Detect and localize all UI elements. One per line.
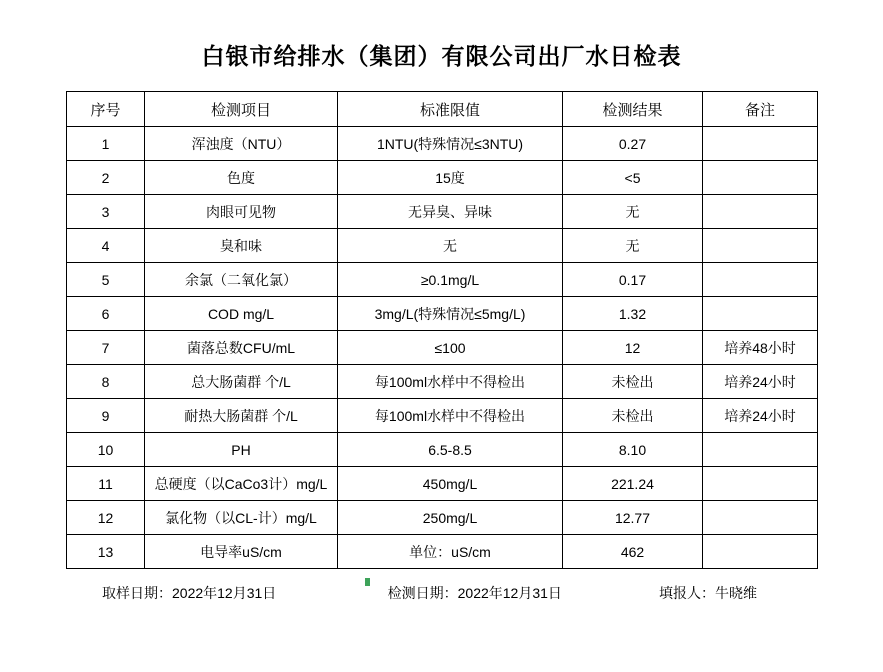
cell-item: PH (145, 433, 338, 467)
cell-standard: 15度 (338, 161, 563, 195)
cell-result: 1.32 (563, 297, 703, 331)
table-row (67, 297, 818, 331)
cell-standard: 单位：uS/cm (338, 535, 563, 569)
cell-standard: 每100ml水样中不得检出 (338, 399, 563, 433)
table-row (67, 365, 818, 399)
cell-no: 2 (67, 161, 145, 195)
table-row (67, 263, 818, 297)
table-row (67, 467, 818, 501)
cell-standard: 6.5-8.5 (338, 433, 563, 467)
cell-no: 6 (67, 297, 145, 331)
green-marker (365, 578, 370, 586)
cell-standard: 无 (338, 229, 563, 263)
cell-result: 462 (563, 535, 703, 569)
cell-item: 氯化物（以CL-计）mg/L (145, 501, 338, 535)
cell-note (703, 127, 818, 161)
cell-note (703, 195, 818, 229)
cell-result: 221.24 (563, 467, 703, 501)
cell-note (703, 501, 818, 535)
column-header-no: 序号 (67, 92, 145, 127)
cell-note (703, 433, 818, 467)
table-header (67, 92, 818, 127)
cell-note (703, 161, 818, 195)
cell-note (703, 467, 818, 501)
cell-no: 7 (67, 331, 145, 365)
cell-item: 浑浊度（NTU） (145, 127, 338, 161)
reporter-name: 填报人：牛晓维 (658, 585, 757, 601)
cell-standard: 每100ml水样中不得检出 (338, 365, 563, 399)
cell-standard: 3mg/L(特殊情况≤5mg/L) (338, 297, 563, 331)
testing-date: 检测日期：2022年12月31日 (387, 585, 562, 601)
cell-no: 10 (67, 433, 145, 467)
cell-result: 12.77 (563, 501, 703, 535)
cell-result: 8.10 (563, 433, 703, 467)
table-row (67, 331, 818, 365)
column-header-standard: 标准限值 (338, 92, 563, 127)
cell-note: 培养24小时 (703, 365, 818, 399)
cell-no: 12 (67, 501, 145, 535)
cell-item: 臭和味 (145, 229, 338, 263)
cell-note (703, 535, 818, 569)
cell-standard: ≥0.1mg/L (338, 263, 563, 297)
cell-item: 耐热大肠菌群 个/L (145, 399, 338, 433)
table-body (67, 127, 818, 569)
column-header-note: 备注 (703, 92, 818, 127)
cell-note: 培养24小时 (703, 399, 818, 433)
cell-no: 8 (67, 365, 145, 399)
cell-standard: 无异臭、异味 (338, 195, 563, 229)
cell-note (703, 263, 818, 297)
cell-result: 0.27 (563, 127, 703, 161)
page-title: 白银市给排水（集团）有限公司出厂水日检表 (201, 44, 682, 69)
sampling-date: 取样日期：2022年12月31日 (102, 585, 277, 601)
cell-note (703, 297, 818, 331)
table-row (67, 195, 818, 229)
cell-standard: 1NTU(特殊情况≤3NTU) (338, 127, 563, 161)
cell-no: 13 (67, 535, 145, 569)
cell-result: 未检出 (563, 399, 703, 433)
table-row (67, 127, 818, 161)
cell-item: 色度 (145, 161, 338, 195)
table-row (67, 229, 818, 263)
cell-result: 0.17 (563, 263, 703, 297)
cell-no: 3 (67, 195, 145, 229)
cell-result: 无 (563, 195, 703, 229)
document-page (0, 38, 883, 672)
cell-standard: 450mg/L (338, 467, 563, 501)
cell-result: 未检出 (563, 365, 703, 399)
cell-standard: ≤100 (338, 331, 563, 365)
table-row (67, 433, 818, 467)
cell-no: 4 (67, 229, 145, 263)
cell-item: 总硬度（以CaCo3计）mg/L (145, 467, 338, 501)
cell-note (703, 229, 818, 263)
table-row (67, 535, 818, 569)
cell-standard: 250mg/L (338, 501, 563, 535)
cell-result: 无 (563, 229, 703, 263)
table-header-row (67, 92, 818, 127)
cell-item: 电导率uS/cm (145, 535, 338, 569)
water-quality-table (66, 91, 818, 569)
cell-item: 余氯（二氧化氯） (145, 263, 338, 297)
report-table-container (66, 91, 817, 569)
table-row (67, 161, 818, 195)
column-header-result: 检测结果 (563, 92, 703, 127)
cell-item: 菌落总数CFU/mL (145, 331, 338, 365)
cell-item: 肉眼可见物 (145, 195, 338, 229)
cell-result: <5 (563, 161, 703, 195)
cell-no: 9 (67, 399, 145, 433)
column-header-item: 检测项目 (145, 92, 338, 127)
table-row (67, 501, 818, 535)
cell-no: 1 (67, 127, 145, 161)
cell-no: 5 (67, 263, 145, 297)
cell-note: 培养48小时 (703, 331, 818, 365)
cell-no: 11 (67, 467, 145, 501)
table-row (67, 399, 818, 433)
cell-item: COD mg/L (145, 297, 338, 331)
cell-item: 总大肠菌群 个/L (145, 365, 338, 399)
cell-result: 12 (563, 331, 703, 365)
document-footer (66, 583, 817, 603)
